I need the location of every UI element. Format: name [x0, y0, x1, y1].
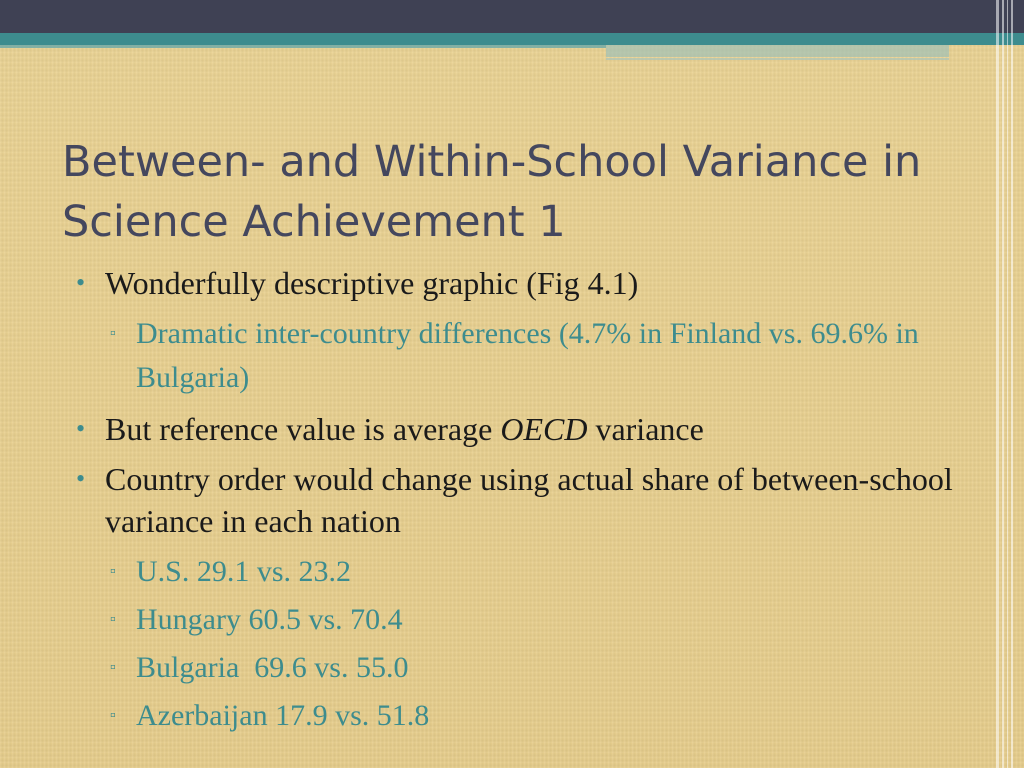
top-bar [0, 0, 1024, 33]
bullet-text: Country order would change using actual share of between-school variance in each nation [105, 461, 953, 539]
sub-bullet-item [76, 312, 956, 400]
sub-bullet-text: Azerbaijan 17.9 vs. 51.8 [136, 699, 430, 732]
bullet-text-after: variance [587, 411, 704, 447]
accent-stripe-thin [0, 45, 606, 48]
sub-bullet-icon: ▫ [110, 325, 116, 342]
sub-bullet-icon: ▫ [110, 707, 116, 724]
bullet-item [76, 262, 956, 304]
sub-bullet-text: U.S. 29.1 vs. 23.2 [136, 555, 352, 588]
edge-decoration [988, 0, 1024, 768]
bullet-item [76, 458, 956, 542]
sub-bullet-icon: ▫ [110, 563, 116, 580]
sub-bullet-icon: ▫ [110, 611, 116, 628]
accent-stripe [0, 33, 1024, 45]
sub-bullet-text: Dramatic inter-country differences (4.7% in Finland vs. 69.6% in Bulgaria) [136, 317, 919, 394]
bullet-item [76, 408, 956, 450]
sub-bullet-list [76, 312, 956, 400]
bullet-text-emphasis: OECD [500, 411, 588, 447]
accent-step [606, 45, 949, 57]
bullet-text-before: But reference value is average [105, 411, 501, 447]
sub-bullet-group [76, 550, 956, 738]
bullet-text: Wonderfully descriptive graphic (Fig 4.1) [105, 265, 639, 301]
sub-bullet-item [76, 646, 956, 690]
slide-title: Between- and Within-School Variance in Science Achievement 1 [62, 137, 922, 247]
sub-bullet-icon: ▫ [110, 659, 116, 676]
accent-step-line [606, 58, 949, 60]
sub-bullet-item [76, 694, 956, 738]
sub-bullet-item [76, 550, 956, 594]
sub-bullet-text: Hungary 60.5 vs. 70.4 [136, 603, 403, 636]
bullet-icon: • [76, 414, 86, 443]
bullet-icon: • [76, 464, 86, 493]
sub-bullet-list [76, 550, 956, 738]
sub-bullet-group [76, 312, 956, 400]
sub-bullet-text: Bulgaria 69.6 vs. 55.0 [136, 651, 409, 684]
bullet-icon: • [76, 268, 86, 297]
bullet-list [76, 262, 956, 746]
sub-bullet-item [76, 598, 956, 642]
